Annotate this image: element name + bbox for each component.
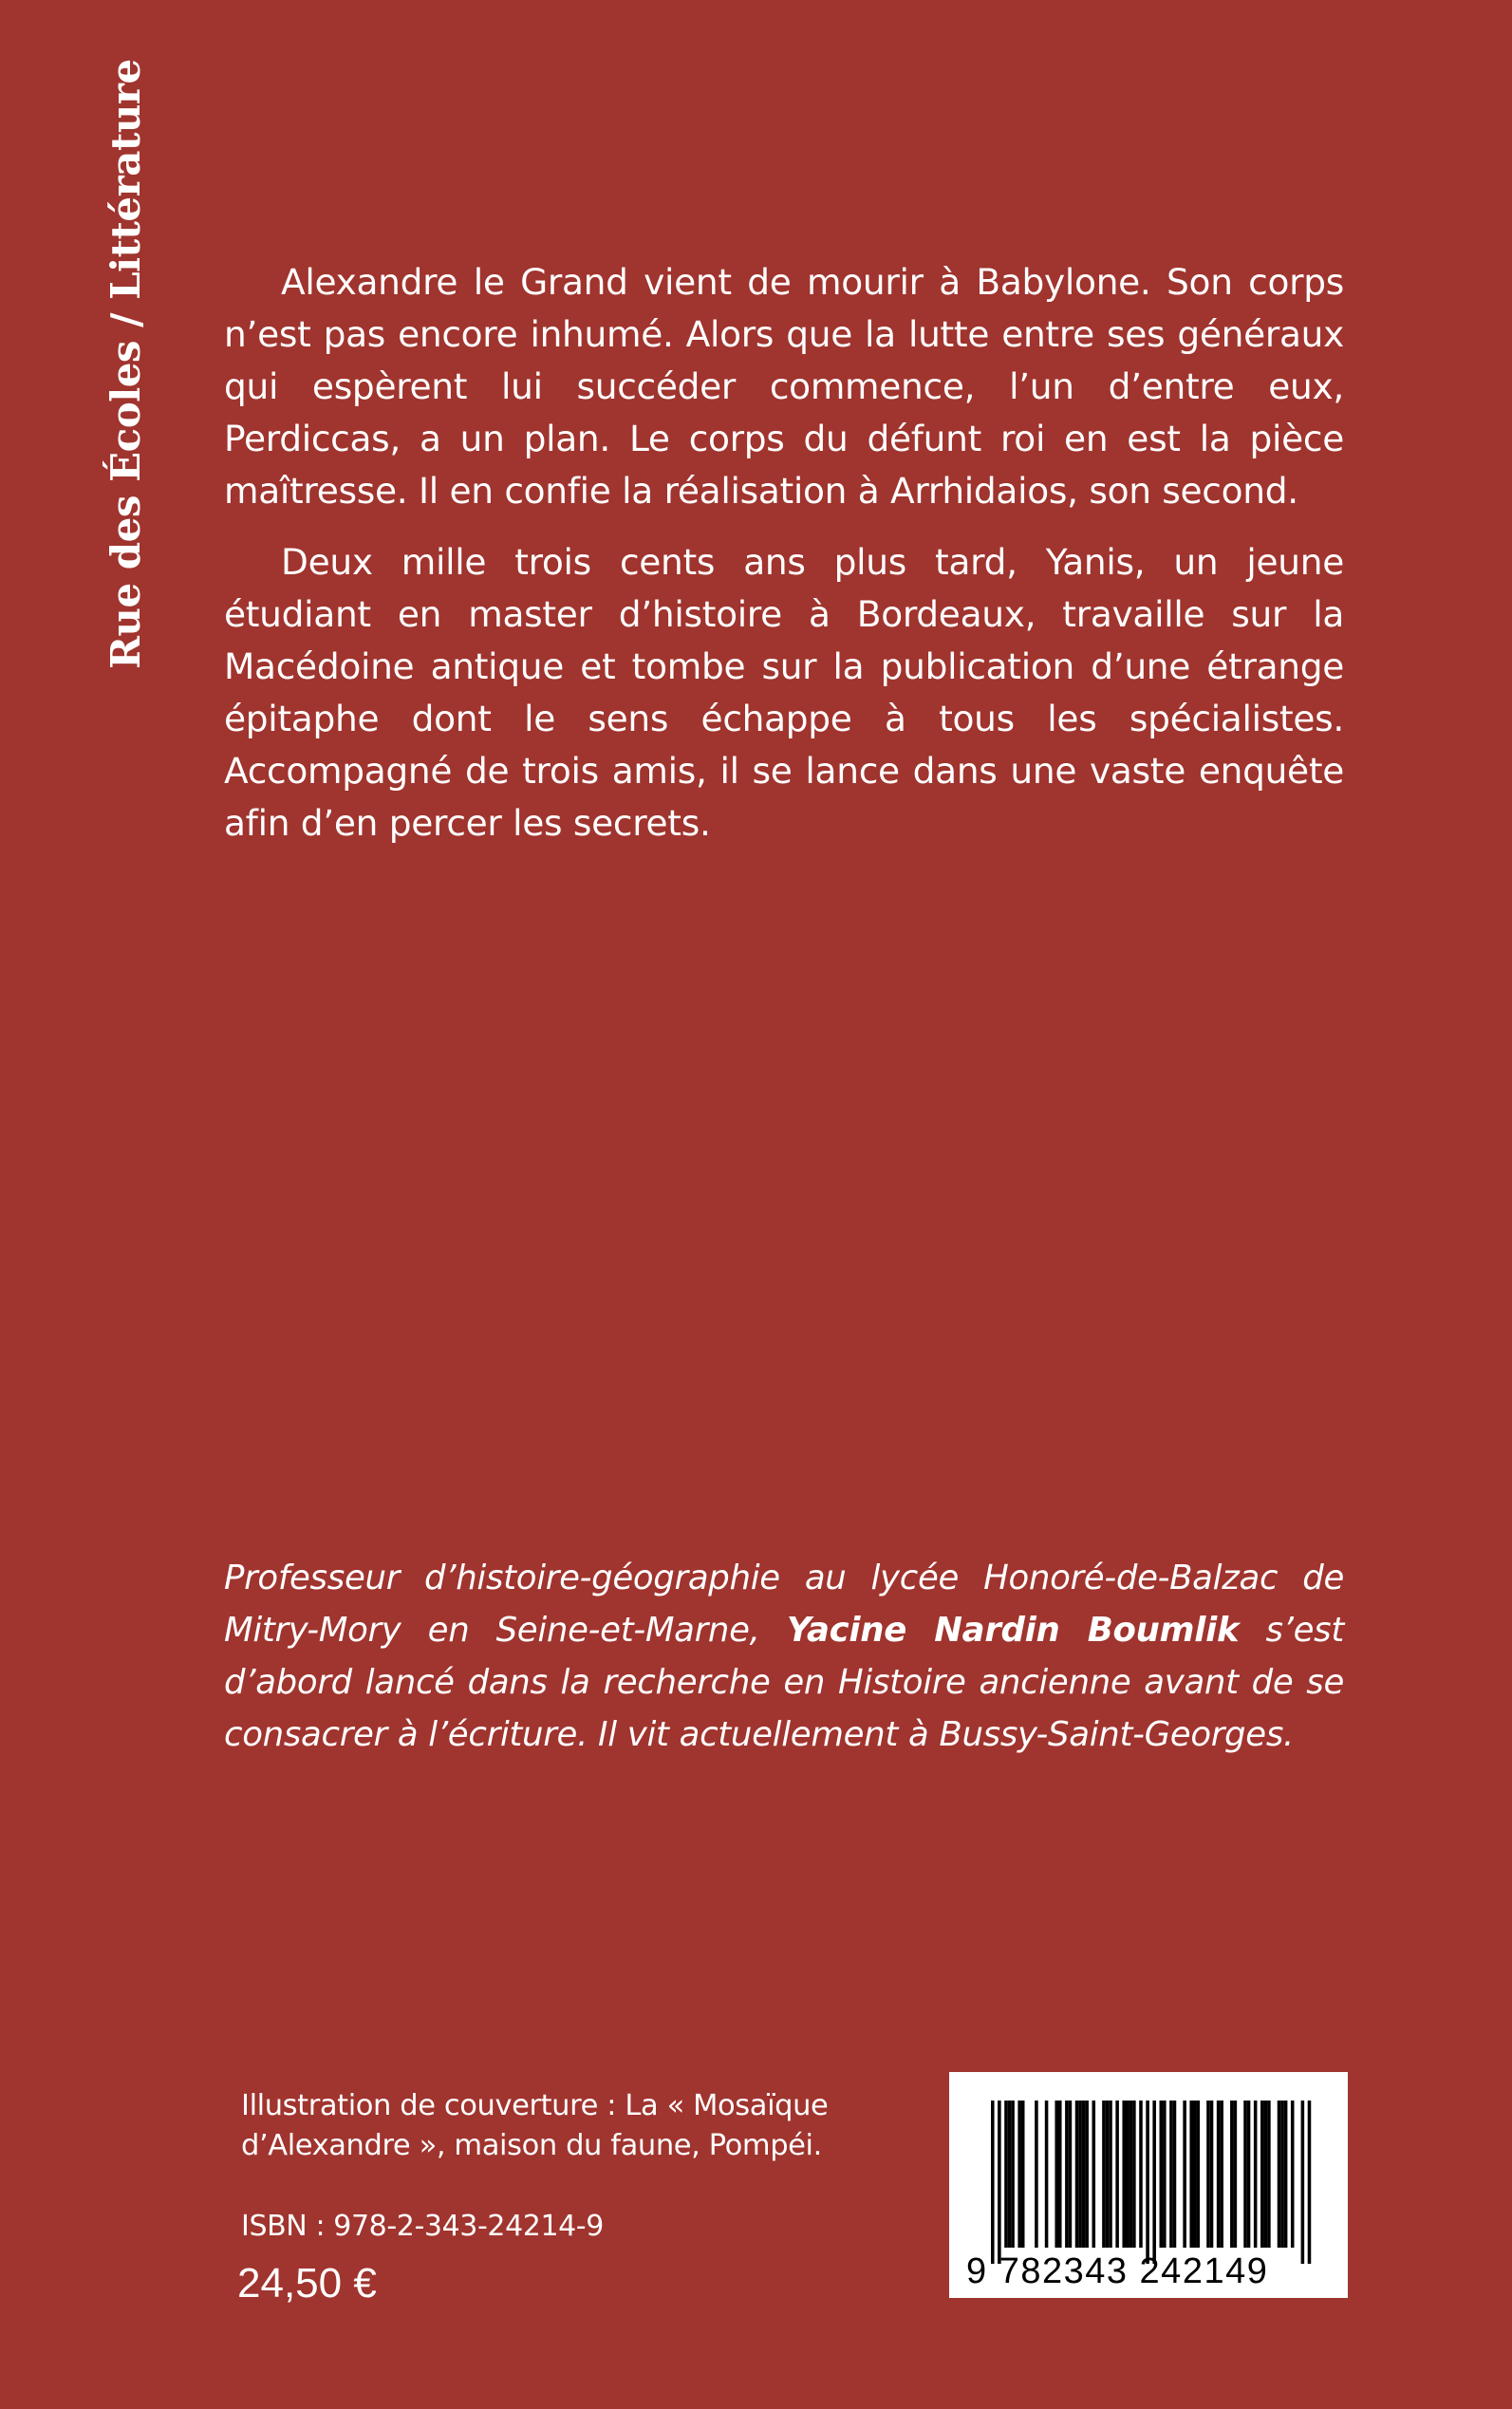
barcode-bar	[1210, 2101, 1214, 2248]
barcode-bar	[1206, 2101, 1210, 2248]
barcode-bar	[1045, 2101, 1049, 2248]
barcode-bar	[1078, 2101, 1082, 2248]
barcode-bar	[1011, 2101, 1015, 2248]
bio-text-after: s’est d’abord lancé dans la recherche en Histoire ancienne avant de se consacrer à l’écriture. Il vit actuellement à Bussy-Saint-Georges.	[224, 1611, 1344, 1754]
barcode-bar	[1021, 2101, 1025, 2248]
illustration-credit-line-2: d’Alexandre », maison du faune, Pompéi.	[241, 2129, 822, 2162]
barcode-bar	[998, 2101, 1001, 2264]
barcode-bar	[1139, 2101, 1143, 2248]
barcode-bar	[1109, 2101, 1112, 2248]
barcode-bar	[1230, 2101, 1234, 2248]
barcode-bar	[1260, 2101, 1264, 2248]
barcode-bar	[1004, 2101, 1008, 2248]
barcode-bar	[1008, 2101, 1012, 2248]
barcode-bar	[1106, 2101, 1110, 2248]
barcode-bar	[1163, 2101, 1167, 2248]
barcode-bar	[1069, 2101, 1073, 2248]
barcode-bar	[1152, 2101, 1156, 2264]
synopsis-paragraph-2: Deux mille trois cents ans plus tard, Yanis, un jeune étudiant en master d’histoire à Bordeaux, travaille sur la Macédoine antique et tombe sur la publication d’une étrange épitaphe dont le sens échappe à tous les spécialistes. Accompagné de trois amis, il se lance dans une vaste enquête afin d’en percer les secrets.	[224, 541, 1344, 844]
barcode-bar	[1122, 2101, 1126, 2248]
barcode-bar	[1280, 2101, 1284, 2248]
barcode-bar	[1169, 2101, 1173, 2248]
barcode-bar	[1243, 2101, 1247, 2248]
barcode-bar	[1115, 2101, 1119, 2248]
barcode-bar	[1055, 2101, 1058, 2248]
author-bio-paragraph	[224, 1552, 1344, 1761]
barcode-bar	[1291, 2101, 1295, 2248]
barcode-bar	[1092, 2101, 1096, 2248]
barcode-bar	[1126, 2101, 1129, 2248]
barcode-digits: 9 782343 242149	[966, 2251, 1269, 2291]
barcode-bar	[1146, 2101, 1149, 2264]
barcode-bar	[1308, 2101, 1312, 2264]
barcode-bar	[1017, 2101, 1021, 2248]
barcode-bar	[991, 2101, 995, 2264]
barcode-bar	[1220, 2101, 1223, 2248]
barcode-bar	[1058, 2101, 1062, 2248]
price: 24,50 €	[237, 2260, 377, 2306]
barcode-bar	[1197, 2101, 1201, 2248]
barcode-bar	[1075, 2101, 1079, 2248]
barcode-bar	[1267, 2101, 1271, 2248]
barcode	[949, 2072, 1348, 2298]
barcode-bar	[1301, 2101, 1305, 2264]
isbn: ISBN : 978-2-343-24214-9	[241, 2210, 604, 2243]
barcode-bar	[1234, 2101, 1238, 2248]
synopsis-paragraph-1: Alexandre le Grand vient de mourir à Babylone. Son corps n’est pas encore inhumé. Alors que la lutte entre ses généraux qui espèrent lui succéder commence, l’un d’entre eux, Perdiccas, a un plan. Le corps du défunt roi en est la pièce maîtresse. Il en confie la réalisation à Arrhidaios, son second.	[224, 261, 1344, 512]
author-name: Yacine Nardin Boumlik	[786, 1611, 1240, 1650]
barcode-bar	[1065, 2101, 1069, 2248]
barcode-bar	[1085, 2101, 1089, 2248]
barcode-bar	[1278, 2101, 1281, 2248]
barcode-bar	[1173, 2101, 1177, 2248]
barcode-bar	[1189, 2101, 1193, 2248]
barcode-bar	[1102, 2101, 1106, 2248]
bio-text-before: Professeur d’histoire-géographie au lycée Honoré-de-Balzac de Mitry-Mory en Seine-et-Marne,	[224, 1559, 1344, 1650]
collection-name: Rue des Écoles / Littérature	[103, 59, 149, 669]
barcode-bar	[1247, 2101, 1251, 2248]
barcode-bar	[1129, 2101, 1133, 2248]
barcode-bar	[1035, 2101, 1038, 2248]
barcode-bar	[1160, 2101, 1164, 2248]
barcode-bar	[1082, 2101, 1086, 2248]
spine-label	[98, 59, 155, 669]
barcode-bar	[1183, 2101, 1186, 2248]
barcode-bar	[1254, 2101, 1258, 2248]
barcode-bar	[1193, 2101, 1197, 2248]
barcode-bar	[1264, 2101, 1268, 2248]
synopsis	[224, 256, 1344, 868]
author-bio	[224, 1552, 1344, 1761]
illustration-credit-line-1: Illustration de couverture : La « Mosaïque	[241, 2089, 829, 2122]
barcode-bar	[1132, 2101, 1136, 2248]
illustration-credit	[241, 2086, 849, 2166]
barcode-bar	[1217, 2101, 1221, 2248]
barcode-bar	[1284, 2101, 1288, 2248]
